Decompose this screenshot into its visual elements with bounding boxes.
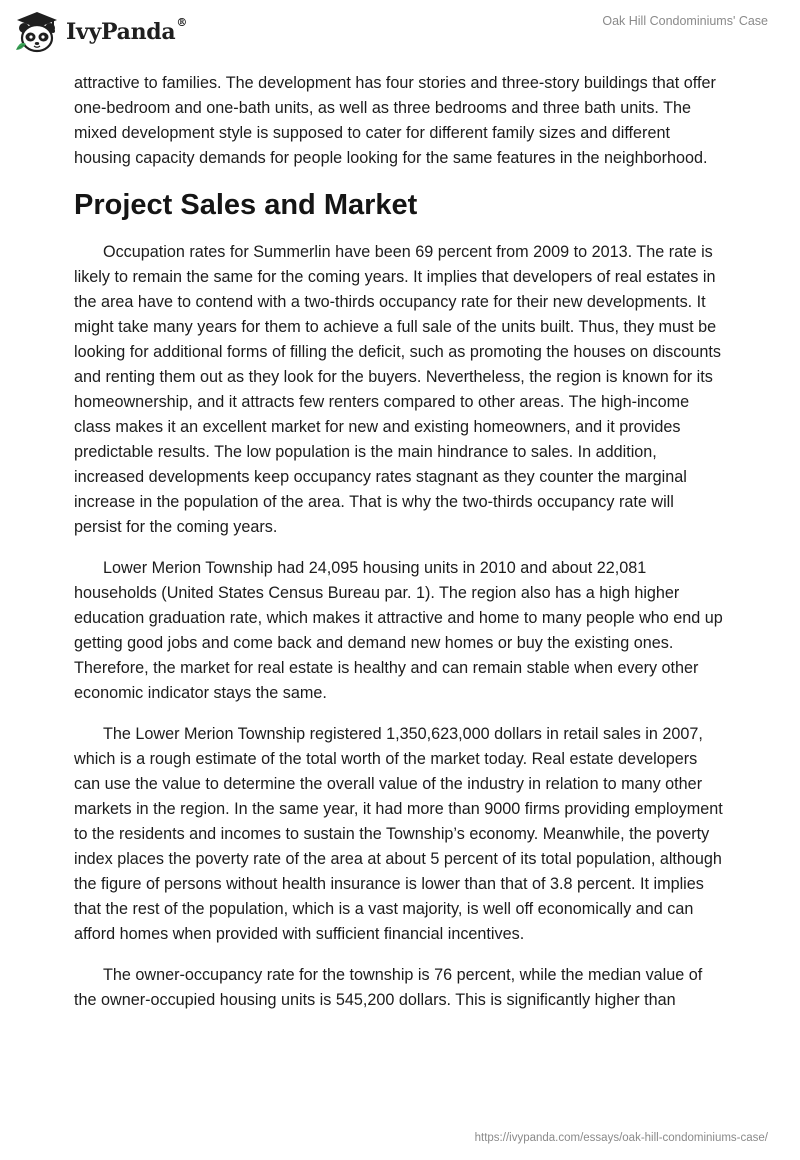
article-body: [74, 71, 726, 1029]
panda-logo-icon: [14, 10, 60, 54]
brand-name: IvyPanda®: [66, 16, 188, 45]
body-paragraph: The Lower Merion Township registered 1,350,623,000 dollars in retail sales in 2007, which is a rough estimate of the total worth of the market today. Real estate developers can use the value to determine the overall value of the industry in relation to many other markets in the region. In the same year, it had more than 9000 firms providing employment to the residents and incomes to sustain the Township’s economy. Meanwhile, the poverty index places the poverty rate of the area at about 5 percent of its total population, although the figure of persons without health insurance is lower than that of 3.8 percent. It implies that the rest of the population, which is a vast majority, is well off economically and can afford homes when provided with sufficient financial incentives.: [74, 725, 723, 943]
registered-mark: ®: [176, 16, 188, 29]
page-header: [0, 0, 800, 62]
brand-logo[interactable]: [14, 10, 187, 54]
source-url-link[interactable]: https://ivypanda.com/essays/oak-hill-condominiums-case/: [474, 1132, 768, 1144]
section-heading: Project Sales and Market: [74, 189, 418, 221]
intro-paragraph: attractive to families. The development has four stories and three-story buildings that offer one-bedroom and one-bath units, as well as three bedrooms and three bath units. The mixed development style is supposed to cater for different family sizes and different housing capacity demands for people looking for the same features in the neighborhood.: [74, 74, 716, 167]
document-title: Oak Hill Condominiums' Case: [602, 14, 768, 28]
body-paragraph: The owner-occupancy rate for the township is 76 percent, while the median value of the owner-occupied housing units is 545,200 dollars. This is significantly higher than: [74, 966, 703, 1009]
body-paragraph: Lower Merion Township had 24,095 housing units in 2010 and about 22,081 households (United States Census Bureau par. 1). The region also has a high higher education graduation rate, which makes it attractive and home to many people who end up getting good jobs and come back and demand new homes or buy the existing ones. Therefore, the market for real estate is healthy and can remain stable when every other economic indicator stays the same.: [74, 559, 723, 702]
body-paragraph: Occupation rates for Summerlin have been 69 percent from 2009 to 2013. The rate is likely to remain the same for the coming years. It implies that developers of real estates in the area have to contend with a two-thirds occupancy rate for their new developments. It might take many years for them to achieve a full sale of the units built. Thus, they must be looking for additional forms of filling the deficit, such as promoting the houses on discounts and renting them out as they look for the buyers. Nevertheless, the region is known for its homeownership, and it attracts few renters compared to other areas. The high-income class makes it an excellent market for new and existing homeowners, and it provides predictable results. The low population is the main hindrance to sales. In addition, increased developments keep occupancy rates stagnant as they counter the marginal increase in the population of the area. That is why the two-thirds occupancy rate will persist for the coming years.: [74, 243, 721, 536]
